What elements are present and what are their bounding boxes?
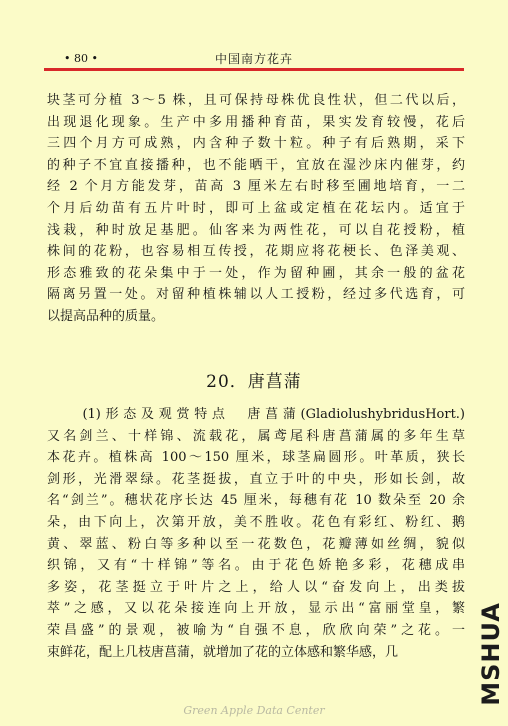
text-line: 出现退化现象。生产中多用播种育苗，果实发育较慢，花后 [47, 114, 465, 130]
text-line: 名“剑兰”。穗状花序长达 45 厘米，每穗有花 10 数朵至 20 余 [47, 493, 465, 509]
text-line: 黄、翠蓝、粉白等多种以至一花数色，花瓣薄如丝绸，貌似 [47, 536, 465, 552]
text-line: 朵，由下向上，次第开放，美不胜收。花色有彩红、粉红、鹅 [47, 514, 465, 530]
text-line: 以提高品种的质量。 [47, 308, 165, 324]
section-heading: 20．唐菖蒲 [206, 372, 302, 392]
text-line: 束鲜花，配上几枝唐菖蒲，就增加了花的立体感和繁华感，几 [47, 644, 399, 660]
text-line: 又名剑兰、十样锦、流载花，属鸢尾科唐菖蒲属的多年生草 [47, 428, 465, 444]
text-line: 萃”之感，又以花朵接连向上开放，显示出“富丽堂皇，繁 [47, 601, 465, 617]
footer-watermark: Green Apple Data Center [183, 704, 325, 717]
text-line: 织锦，又有“十样锦”等名。由于花色娇艳多彩，花穗成串 [47, 558, 465, 574]
text-line: 形态雅致的花朵集中于一处，作为留种圃，其余一般的盆花 [47, 265, 465, 281]
text-line: 三四个月方可成熟，内含种子数十粒。种子有后熟期，采下 [47, 136, 465, 152]
paragraph-1 [47, 90, 465, 328]
text-line: 剑形，光滑翠绿。花茎挺拔，直立于叶的中央，形如长剑，故 [47, 471, 465, 487]
text-line: 荣昌盛”的景观，被喻为“自强不息，欣欣向荣”之花。一 [47, 622, 465, 638]
page-number: • 80 • [64, 52, 98, 65]
text-line: 块茎可分植 3～5 株，且可保持母株优良性状，但二代以后， [47, 93, 465, 108]
text-line: (1)形态及观赏特点 唐菖蒲(GladiolushybridusHort.) [47, 407, 465, 422]
text-line: 浅栽，种时放足基肥。仙客来为两性花，可以自花授粉，植 [47, 222, 465, 238]
text-line: 隔离另置一处。对留种植株辅以人工授粉，经过多代选育，可 [47, 287, 465, 303]
paragraph-2 [47, 404, 465, 663]
text-line: 株间的花粉，也容易相互传授，花期应将花梗长、色泽美观、 [47, 244, 465, 260]
text-line: 个月后幼苗有五片叶时，即可上盆或定植在花坛内。适宜于 [47, 200, 465, 216]
text-line: 经 2 个月方能发芽，苗高 3 厘米左右时移至圃地培育，一二 [47, 179, 465, 195]
page-header [44, 50, 464, 68]
running-title: 中国南方花卉 [214, 52, 293, 66]
header-rule [44, 68, 464, 71]
text-line: 本花卉。植株高 100～150 厘米，球茎扁圆形。叶革质，狭长 [47, 450, 465, 466]
text-line: 的种子不宜直接播种，也不能晒干，宜放在湿沙床内催芽，约 [47, 157, 465, 173]
text-line: 多姿，花茎挺立于叶片之上，给人以“奋发向上，出类拔 [47, 579, 465, 595]
side-watermark-text: MSHUA [477, 602, 505, 706]
side-watermark [476, 600, 506, 710]
